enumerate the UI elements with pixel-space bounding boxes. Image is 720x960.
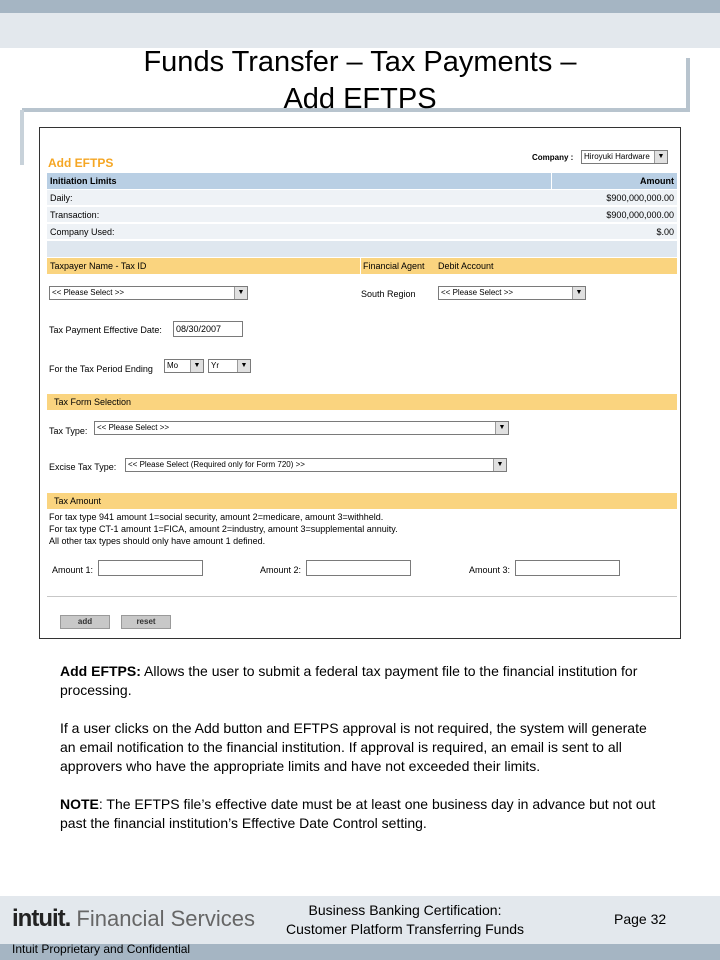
page-heading: Add EFTPS (48, 156, 114, 170)
limits-row-transaction (47, 207, 677, 223)
taxpayer-select[interactable] (49, 286, 248, 300)
slide-title-line2: Add EFTPS (283, 83, 437, 115)
page-number: Page 32 (614, 911, 667, 927)
chevron-down-icon: ▼ (495, 422, 508, 434)
slide-title-line1: Funds Transfer – Tax Payments – (143, 46, 577, 78)
debit-account-select[interactable] (438, 286, 586, 300)
amount3-label: Amount 3: (469, 565, 511, 575)
app-screenshot (39, 127, 681, 639)
description-paragraph-1 (60, 662, 660, 700)
description-text: Allows the user to submit a federal tax payment file to the financial institution for processing. (60, 663, 638, 698)
add-button[interactable]: add (60, 615, 110, 629)
description-term: Add EFTPS: (60, 663, 141, 679)
spacer-band (47, 241, 677, 257)
description-paragraph-2: If a user clicks on the Add button and EFTPS approval is not required, the system will generate an email notification to the financial institution. If approval is required, an email is sent to all approvers who have the appropriate limits and have not exceeded their limits. (60, 720, 647, 774)
period-month-select[interactable] (164, 359, 204, 373)
limits-row-label: Daily: (50, 193, 73, 203)
logo-wordmark: intuit. (12, 905, 71, 932)
company-select-value: Hiroyuki Hardware (584, 152, 650, 161)
debit-select-value: << Please Select >> (441, 288, 514, 297)
slide-title (90, 44, 630, 118)
top-bar (0, 0, 720, 13)
note-term: NOTE (60, 796, 99, 812)
chevron-down-icon: ▼ (572, 287, 585, 299)
excise-tax-type-select[interactable] (125, 458, 507, 472)
amount1-field[interactable] (98, 560, 203, 576)
taxpayer-col-label: Taxpayer Name - Tax ID (50, 261, 147, 271)
taxpayer-select-value: << Please Select >> (52, 288, 125, 297)
divider (47, 596, 677, 597)
effective-date-field[interactable]: 08/30/2007 (173, 321, 243, 337)
top-band (0, 13, 720, 48)
agent-value: South Region (361, 289, 416, 299)
effective-date-label: Tax Payment Effective Date: (49, 325, 162, 335)
period-year-value: Yr (211, 361, 219, 370)
tax-type-label: Tax Type: (49, 426, 88, 436)
amount3-field[interactable] (515, 560, 620, 576)
note-line: All other tax types should only have amount 1 defined. (49, 536, 266, 546)
proprietary-notice: Intuit Proprietary and Confidential (12, 942, 191, 956)
chevron-down-icon: ▼ (654, 151, 667, 163)
tax-type-select[interactable] (94, 421, 509, 435)
amount2-field[interactable] (306, 560, 411, 576)
column-divider (551, 173, 552, 189)
company-select[interactable] (581, 150, 668, 164)
amount-section-title: Tax Amount (54, 496, 102, 506)
limits-header (47, 173, 677, 189)
limits-row-amount: $900,000,000.00 (606, 210, 674, 220)
amount2-label: Amount 2: (260, 565, 302, 575)
limits-header-amount: Amount (640, 176, 674, 186)
description (60, 662, 660, 852)
debit-col-label: Debit Account (438, 261, 494, 271)
reset-button[interactable]: reset (121, 615, 171, 629)
limits-row-label: Transaction: (50, 210, 100, 220)
description-text: : The EFTPS file’s effective date must be at least one business day in advance but not out past the financial institution’s Effective Date Control setting. (60, 796, 656, 831)
limits-row-amount: $900,000,000.00 (606, 193, 674, 203)
limits-row-amount: $.00 (656, 227, 674, 237)
intuit-logo (12, 905, 255, 933)
chevron-down-icon: ▼ (237, 360, 250, 372)
chevron-down-icon: ▼ (234, 287, 247, 299)
limits-header-label: Initiation Limits (50, 176, 117, 186)
title-frame-accent (20, 110, 24, 165)
chevron-down-icon: ▼ (493, 459, 506, 471)
tax-type-select-value: << Please Select >> (97, 423, 170, 432)
note-line: For tax type 941 amount 1=social security, amount 2=medicare, amount 3=withheld. (49, 512, 384, 522)
course-title (260, 901, 550, 939)
logo-tagline: Financial Services (70, 906, 255, 931)
limits-row-daily (47, 190, 677, 206)
form-section-header (47, 394, 677, 410)
period-label: For the Tax Period Ending (49, 364, 153, 374)
description-paragraph-3 (60, 795, 660, 833)
note-line: For tax type CT-1 amount 1=FICA, amount 2=industry, amount 3=supplemental annuity. (49, 524, 398, 534)
period-month-value: Mo (167, 361, 179, 370)
company-label: Company : (532, 153, 574, 162)
excise-select-value: << Please Select (Required only for Form 720) >> (128, 460, 305, 469)
amount-section-header (47, 493, 677, 509)
excise-label: Excise Tax Type: (49, 462, 117, 472)
period-year-select[interactable] (208, 359, 251, 373)
taxpayer-header (47, 258, 677, 274)
column-divider (360, 258, 361, 274)
agent-col-label: Financial Agent (363, 261, 425, 271)
limits-row-label: Company Used: (50, 227, 115, 237)
course-title-line1: Business Banking Certification: (308, 902, 502, 918)
course-title-line2: Customer Platform Transferring Funds (285, 921, 525, 937)
amount1-label: Amount 1: (52, 565, 94, 575)
chevron-down-icon: ▼ (190, 360, 203, 372)
limits-row-company-used (47, 224, 677, 240)
form-section-title: Tax Form Selection (54, 397, 132, 407)
